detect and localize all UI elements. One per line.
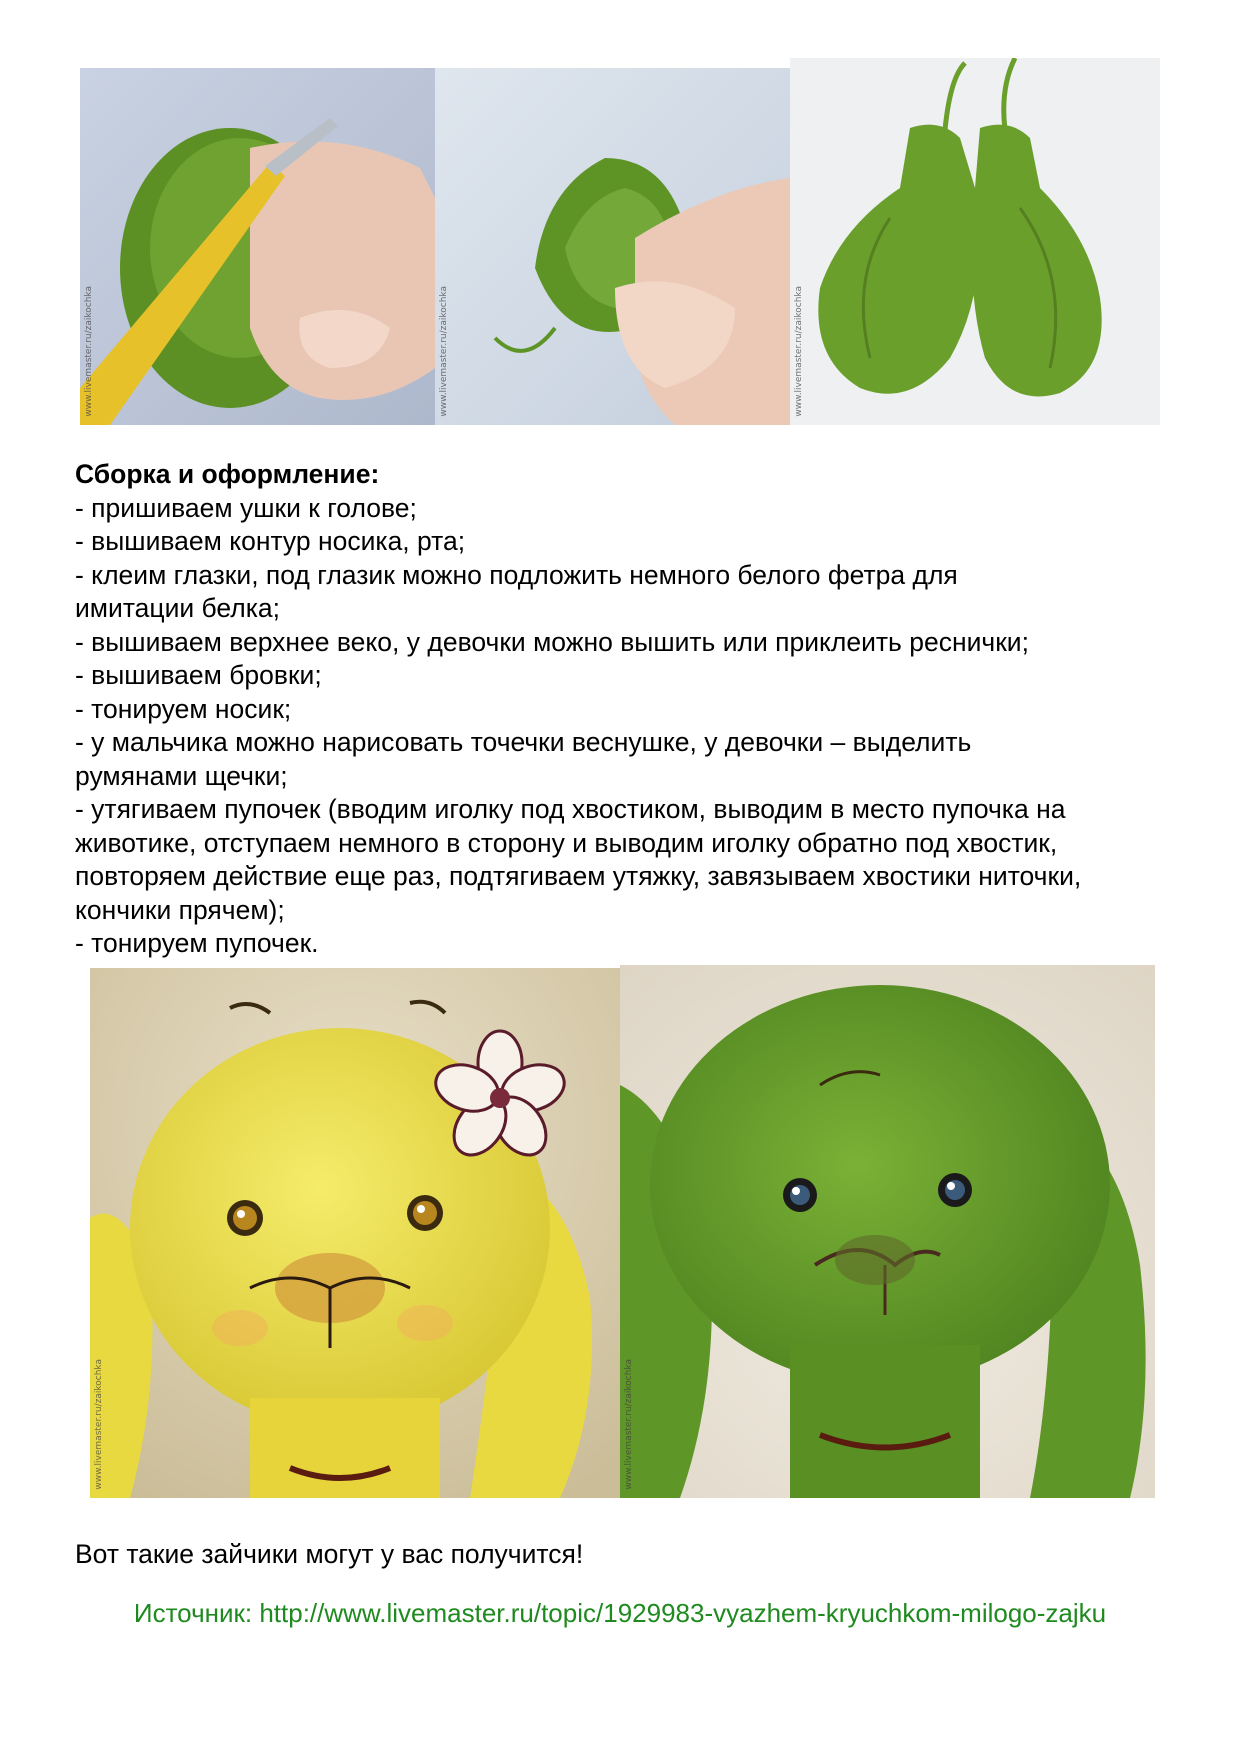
watermark-text: www.livemaster.ru/zaikochka xyxy=(794,286,804,417)
source-link[interactable]: http://www.livemaster.ru/topic/1929983-vyazhem-kryuchkom-milogo-zajku xyxy=(259,1598,1107,1628)
photo-yellow-bunny xyxy=(90,968,620,1498)
watermark-text: www.livemaster.ru/zaikochka xyxy=(439,286,449,417)
assembly-instructions xyxy=(75,458,1165,961)
instruction-line: - вышиваем верхнее веко, у девочки можно вышить или приклеить реснички; xyxy=(75,626,1029,657)
watermark-text: www.livemaster.ru/zaikochka xyxy=(94,1359,104,1490)
instruction-line: - тонируем пупочек. xyxy=(75,928,319,958)
instruction-line: - вышиваем контур носика, рта; xyxy=(75,526,466,556)
instruction-line: - у мальчика можно нарисовать точечки веснушке, у девочки – выделить румянами щечки; xyxy=(75,727,972,791)
closing-text: Вот такие зайчики могут у вас получится! xyxy=(75,1539,584,1569)
instruction-line: - утягиваем пупочек (вводим иголку под хвостиком, выводим в место пупочка на животике, отступаем немного в сторону и выводим иголку обратно под хвостик, повторяем действие еще раз, подтягиваем утяжку, завязываем хвостики ниточки, кончики прячем); xyxy=(75,794,1082,925)
instruction-line: - тонируем носик; xyxy=(75,693,292,724)
instruction-line: - клеим глазки, под глазик можно подложить немного белого фетра для имитации белка; xyxy=(75,559,958,623)
watermark-text: www.livemaster.ru/zaikochka xyxy=(624,1359,634,1490)
photo-ear-folding xyxy=(435,68,790,425)
watermark-text: www.livemaster.ru/zaikochka xyxy=(84,286,94,417)
instruction-line: - вышиваем бровки; xyxy=(75,660,322,690)
photo-crochet-hook-ear xyxy=(80,68,435,425)
photo-finished-ears xyxy=(790,58,1160,425)
instruction-line: - пришиваем ушки к голове; xyxy=(75,492,417,523)
source-label: Источник: xyxy=(133,1598,253,1628)
source-citation xyxy=(100,1596,1140,1630)
photo-green-bunny xyxy=(620,965,1155,1498)
assembly-heading: Сборка и оформление: xyxy=(75,459,380,489)
